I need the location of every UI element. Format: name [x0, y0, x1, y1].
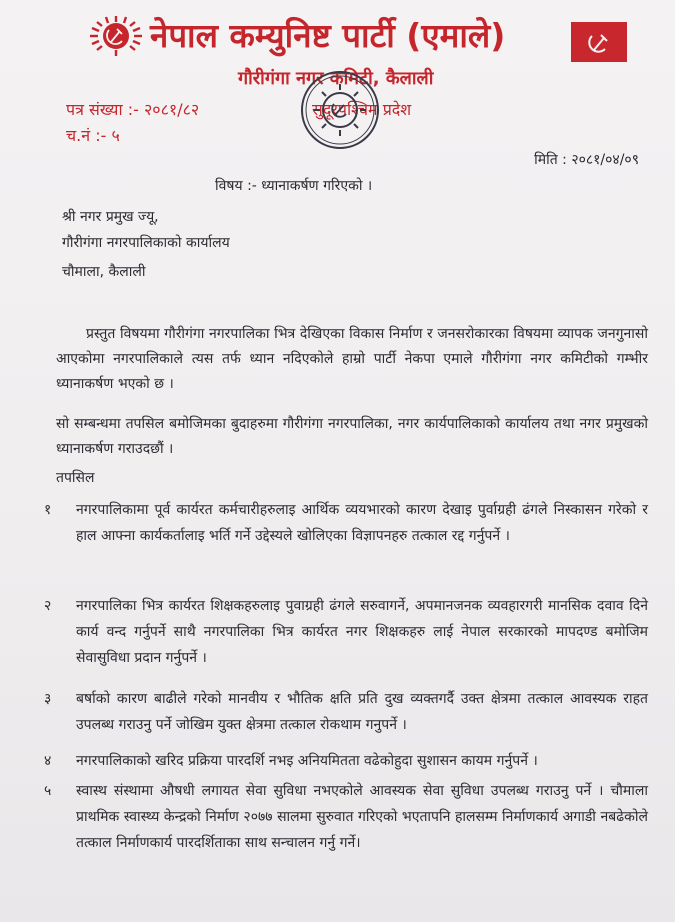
body-paragraph-2: सो सम्बन्धमा तपसिल बमोजिमका बुदाहरुमा गौरीगंगा नगरपालिका, नगर कार्यपालिकाको कार्यालय तथा नगर प्रमुखको ध्यानाकर्षण गराउदछौं । [56, 416, 648, 457]
list-item-number: ५ [44, 783, 52, 799]
addressee-location: चौमाला, कैलाली [62, 264, 146, 280]
letter-subject: विषय :- ध्यानाकर्षण गरिएको । [215, 178, 373, 194]
list-item-text: स्वास्थ संस्थामा औषधी लगायत सेवा सुविधा नभएकोले आवस्यक सेवा सुविधा उपलब्ध गराउनु पर्ने । चौमाला प्राथमिक स्वास्थ्य केन्द्रको निर्माण २०७७ सालमा सुरुवात गरिएको भएतापनि हालसम्म निर्माणकार्य अगाडी नबढेकोले तत्काल निर्माणकार्य पारदर्शिताका साथ सन्चालन गर्नु गर्ने। [76, 783, 648, 851]
body-paragraph-1: प्रस्तुत विषयमा गौरीगंगा नगरपालिका भित्र देखिएका विकास निर्माण र जनसरोकारका विषयमा व्यापक जनगुनासो आएकोमा नगरपालिकाले त्यस तर्फ ध्यान नदिएकोले हाम्रो पार्टी नेकपा एमाले गौरीगंगा नगर कमिटीको गम्भीर ध्यानाकर्षण भएको छ । [56, 326, 648, 392]
list-item-number: ४ [44, 753, 52, 769]
party-flag-icon [571, 22, 627, 62]
party-sun-logo-icon [86, 14, 146, 58]
official-stamp-icon [296, 68, 384, 152]
details-heading: तपसिल [56, 470, 95, 486]
letter-date: मिति : २०८१/०४/०९ [534, 152, 639, 168]
province-name: सुदूरपश्चिम प्रदेश [312, 100, 412, 119]
dispatch-number: च.नं :- ५ [66, 126, 120, 145]
committee-name: गौरीगंगा नगर कमिटी, कैलाली [238, 68, 434, 89]
reference-number: पत्र संख्या :- २०८१/८२ [66, 100, 200, 119]
list-item-number: १ [44, 502, 52, 518]
list-item-text: नगरपालिकाको खरिद प्रक्रिया पारदर्शि नभइ अनियमितता वढेकोहुदा सुशासन कायम गर्नुपर्ने । [76, 753, 538, 769]
addressee-office: गौरीगंगा नगरपालिकाको कार्यालय [62, 235, 230, 251]
list-item-text: नगरपालिकामा पूर्व कार्यरत कर्मचारीहरुलाइ आर्थिक व्ययभारको कारण देखाइ पुर्वाग्रही ढंगले निस्कासन गरेको र हाल आफ्ना कार्यकर्तालाइ भर्ति गर्ने उद्देस्यले खोलिएका विज्ञापनहरु तत्काल रद्द गर्नुपर्ने । [76, 502, 648, 544]
addressee-title: श्री नगर प्रमुख ज्यू, [62, 209, 159, 225]
list-item-number: ३ [44, 691, 52, 707]
party-name-heading: नेपाल कम्युनिष्ट पार्टी (एमाले) [150, 16, 506, 55]
list-item-text: बर्षाको कारण बाढीले गरेको मानवीय र भौतिक क्षति प्रति दुख व्यक्तगर्दै उक्त क्षेत्रमा तत्काल आवस्यक राहत उपलब्ध गराउनु पर्ने जोखिम युक्त क्षेत्रमा तत्काल रोकथाम गनुपर्ने । [76, 691, 648, 733]
list-item-number: २ [44, 598, 52, 614]
list-item-text: नगरपालिका भित्र कार्यरत शिक्षकहरुलाइ पुवाग्रही ढंगले सरुवागर्ने, अपमानजनक व्यवहारगरी मानसिक दवाव दिने कार्य वन्द गर्नुपर्ने साथै नगरपालिका भित्र कार्यरत नगर शिक्षकहरु लाई नेपाल सरकारको मापदण्ड बमोजिम सेवासुविधा प्रदान गर्नुपर्ने । [76, 598, 648, 666]
